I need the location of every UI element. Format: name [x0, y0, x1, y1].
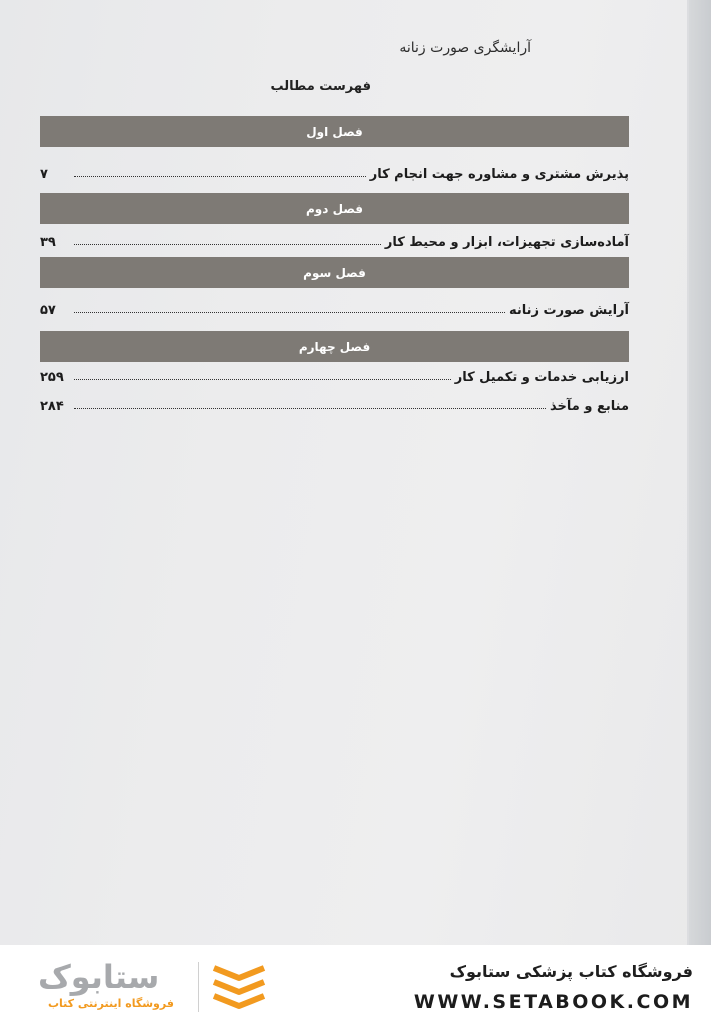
leader-dots [74, 408, 546, 409]
leader-dots [74, 176, 366, 177]
toc-entry-4-page: ۲۵۹ [40, 370, 64, 385]
leader-dots [74, 312, 505, 313]
toc-entry-1[interactable] [40, 160, 629, 182]
toc-title: فهرست مطالب [270, 79, 371, 94]
toc-entry-3-page: ۵۷ [40, 303, 56, 318]
chapter-3-title: فصل سوم [303, 265, 366, 280]
store-logo-wordmark: ستابوک [38, 958, 160, 996]
toc-entry-references[interactable] [40, 392, 629, 414]
toc-entry-4-title: ارزیابی خدمات و تکمیل کار [454, 370, 629, 385]
book-stack-icon [210, 960, 268, 1012]
toc-entry-2-title: آماده‌سازی تجهیزات، ابزار و محیط کار [384, 235, 629, 250]
toc-entry-2[interactable] [40, 228, 629, 250]
store-logo-tagline: فروشگاه اینترنتی کتاب [48, 997, 174, 1010]
chapter-4-title: فصل چهارم [298, 339, 371, 354]
toc-entry-1-page: ۷ [40, 167, 48, 182]
leader-dots [74, 379, 451, 380]
store-name: فروشگاه کتاب پزشکی ستابوک [449, 962, 693, 981]
chapter-1-bar [40, 116, 629, 147]
chapter-4-bar [40, 331, 629, 362]
chapter-2-title: فصل دوم [306, 201, 363, 216]
leader-dots [74, 244, 381, 245]
running-head: آرایشگری صورت زنانه [399, 40, 531, 56]
store-url[interactable]: WWW.SETABOOK.COM [413, 991, 693, 1013]
chapter-3-bar [40, 257, 629, 288]
toc-entry-3[interactable] [40, 296, 629, 318]
toc-entry-references-title: منابع و مآخذ [550, 399, 629, 414]
toc-entry-1-title: پذیرش مشتری و مشاوره جهت انجام کار [369, 167, 629, 182]
chapter-1-title: فصل اول [306, 124, 363, 139]
toc-entry-4[interactable] [40, 363, 629, 385]
toc-entry-2-page: ۳۹ [40, 235, 56, 250]
chapter-2-bar [40, 193, 629, 224]
logo-divider [198, 962, 199, 1012]
book-spine [689, 0, 711, 945]
toc-entry-references-page: ۲۸۴ [40, 399, 64, 414]
toc-entry-3-title: آرایش صورت زنانه [509, 303, 629, 318]
